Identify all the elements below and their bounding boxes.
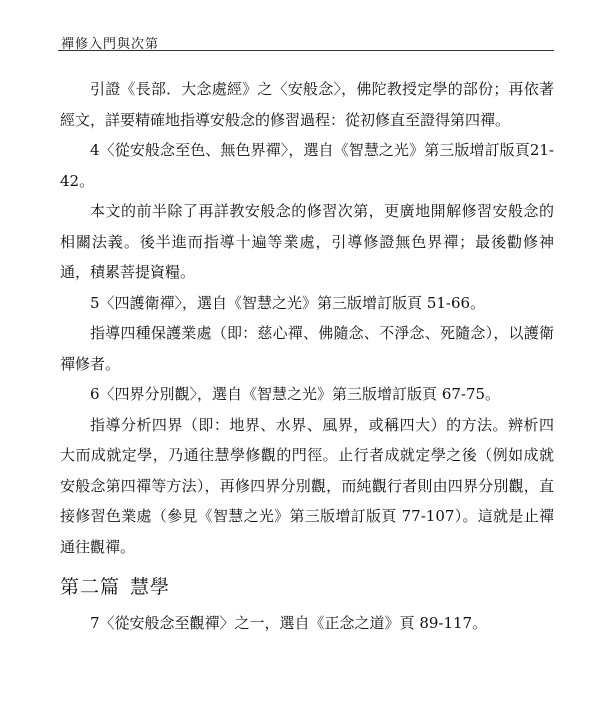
body-text: [60, 74, 554, 639]
entry-5-summary: 指導四種保護業處（即：慈心禪、佛隨念、不淨念、死隨念），以護衛禪修者。: [60, 324, 554, 373]
section-heading: [60, 572, 554, 602]
entry-5-citation: 5〈四護衛禪〉，選自《智慧之光》第三版增訂版頁 51-66。: [90, 293, 486, 312]
header-rule: [58, 50, 554, 51]
entry-4-citation: 4〈從安般念至色、無色界禪〉，選自《智慧之光》第三版增訂版頁21-42。: [60, 141, 554, 190]
running-header: 禪修入門與次第: [61, 37, 160, 52]
section-title: 慧學: [130, 576, 171, 598]
entry-6-citation: 6〈四界分別觀〉，選自《智慧之光》第三版增訂版頁 67-75。: [90, 385, 501, 403]
section-part-label: 第二篇: [60, 576, 121, 598]
entry-6-summary: 指導分析四界（即：地界、水界、風界，或稱四大）的方法。辨析四大而成就定學，乃通往慧學修觀的門徑。止行者成就定學之後（例如成就安般念第四禪等方法），再修四界分別觀，而純觀行者則由四界分別觀，直接修習色業處（參見《智慧之光》第三版增訂版頁 77-107）。這就是止禪通往觀禪。: [60, 415, 554, 556]
entry-7-citation: 7〈從安般念至觀禪〉之一，選自《正念之道》頁 89-117。: [90, 614, 488, 632]
paragraph-intro-continuation: 引證《長部．大念處經》之〈安般念〉，佛陀教授定學的部份；再依著經文，詳要精確地指導安般念的修習過程：從初修直至證得第四禪。: [60, 80, 554, 129]
entry-4-summary: 本文的前半除了再詳教安般念的修習次第，更廣地開解修習安般念的相關法義。後半進而指導十遍等業處，引導修證無色界禪；最後勸修神通，積累菩提資糧。: [60, 202, 554, 281]
